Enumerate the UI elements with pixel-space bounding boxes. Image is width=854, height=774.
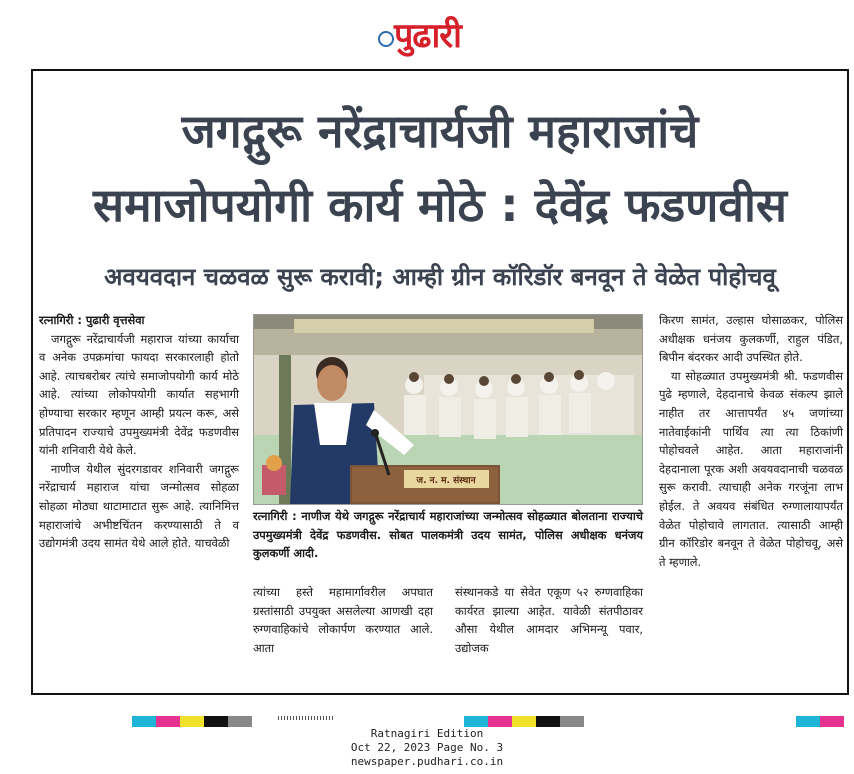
desk-sign-text: ज. न. म. संस्थान <box>416 476 476 486</box>
edition-name: Ratnagiri Edition <box>370 727 484 740</box>
dateline: रत्नागिरी : पुढारी वृत्तसेवा <box>39 313 145 327</box>
headline-line1: जगद्गुरू नरेंद्राचार्यजी महाराजांचे <box>181 104 699 158</box>
photo-caption: रत्नागिरी : नाणीज येथे जगद्गुरू नरेंद्राचार्य महाराजांच्या जन्मोत्सव सोहळ्यात बोलताना राज्याचे उपमुख्यमंत्री देवेंद्र फडणवीस. सोबत पालकमंत्री उदय सामंत, पोलिस अधीक्षक धनंजय कुलकर्णी आदी. <box>253 509 644 561</box>
article-photo <box>253 314 643 505</box>
article-paragraph: नाणीज येथील सुंदरगडावर शनिवारी जगद्गुरू नरेंद्राचार्य महाराज यांचा जन्मोत्सव सोहळा सोहळा मोठ्या थाटामाटात सुरू आहे. त्यानिमित्त महाराजांचे अभीष्टचिंतन करण्यासाठी ते व उद्योगमंत्री उदय सामंत येथे आले होते. याचवेळी <box>39 461 239 551</box>
article-column-2b: संस्थानकडे या सेवेत एकूण ५२ रुग्णवाहिका कार्यरत झाल्या आहेत. यावेळी संतपीठावर औसा येथील आमदार अभिमन्यू पवार, उद्योजक <box>455 585 643 655</box>
edition-footer <box>0 727 854 769</box>
logo-emblem-icon <box>378 31 394 47</box>
print-color-registration-marks <box>132 712 252 723</box>
article-column-2a: त्यांच्या हस्ते महामार्गावरील अपघात ग्रस्तांसाठी उपयुक्त असलेल्या आणखी दहा रुग्णवाहिकांचे लोकार्पण करण्यात आले. आता <box>253 585 433 655</box>
article-paragraph: या सोहळ्यात उपमुख्यमंत्री श्री. फडणवीस पुढे म्हणाले, देहदानाचे केवळ संकल्प झाले नाहीत तर आत्तापर्यंत ४५ जणांच्या नातेवाईकांनी पार्थिव त्या त्या ठिकांणी पोहोचवले आहेत. आता महाराजांनी देहदानाला पूरक अशी अवयवदानाची चळवळ सुरू करावी. त्याचाही अनेक गरजूंना लाभ होईल. ते अवयव संबंधित रुग्णालायापर्यंत वेळेत पोहोचावे लागतात. त्यासाठी आम्ही ग्रीन कॉरिडोर बनवून ते वेळेत पोहोचवू, असे ते म्हणाले. <box>659 368 843 569</box>
article-paragraph: किरण सामंत, उल्हास घोसाळकर, पोलिस अधीक्षक धनंजय कुलकर्णी, राहुल पंडित, बिपीन बंदरकर आदी उपस्थित होते. <box>659 313 843 365</box>
article-paragraph: जगद्गुरू नरेंद्राचार्यजी महाराज यांच्या कार्याचा व अनेक उपक्रमांचा फायदा सरकारलाही होतो आहे. त्याचबरोबर त्यांचे समाजोपयोगी कार्य मोठे आहे. त्यांच्या लोकोपयोगी कार्यात सहभागी होण्याचा सरकार म्हणून आम्ही प्रयत्न करू, असे प्रतिपादन राज्याचे उपमुख्यमंत्री देवेंद्र फडणवीस यांनी शनिवारी येथे केले. <box>39 331 239 458</box>
print-color-registration-marks <box>464 712 584 723</box>
website-url[interactable]: newspaper.pudhari.co.in <box>350 755 504 768</box>
newspaper-logo: पुढारी <box>394 16 461 56</box>
subheadline: अवयवदान चळवळ सुरू करावी; आम्ही ग्रीन कॉरिडॉर बनवून ते वेळेत पोहोचवू <box>104 263 776 291</box>
print-color-registration-marks <box>796 712 844 723</box>
date-and-page: Oct 22, 2023 Page No. 3 <box>350 741 504 754</box>
article-column-3 <box>659 311 843 571</box>
article-frame <box>31 69 849 695</box>
article-column-1 <box>39 311 239 553</box>
event-photo-illustration <box>254 315 642 504</box>
headline-line2: समाजोपयोगी कार्य मोठे : देवेंद्र फडणवीस <box>93 178 787 232</box>
masthead <box>0 10 854 60</box>
print-registration-dots <box>278 716 334 720</box>
